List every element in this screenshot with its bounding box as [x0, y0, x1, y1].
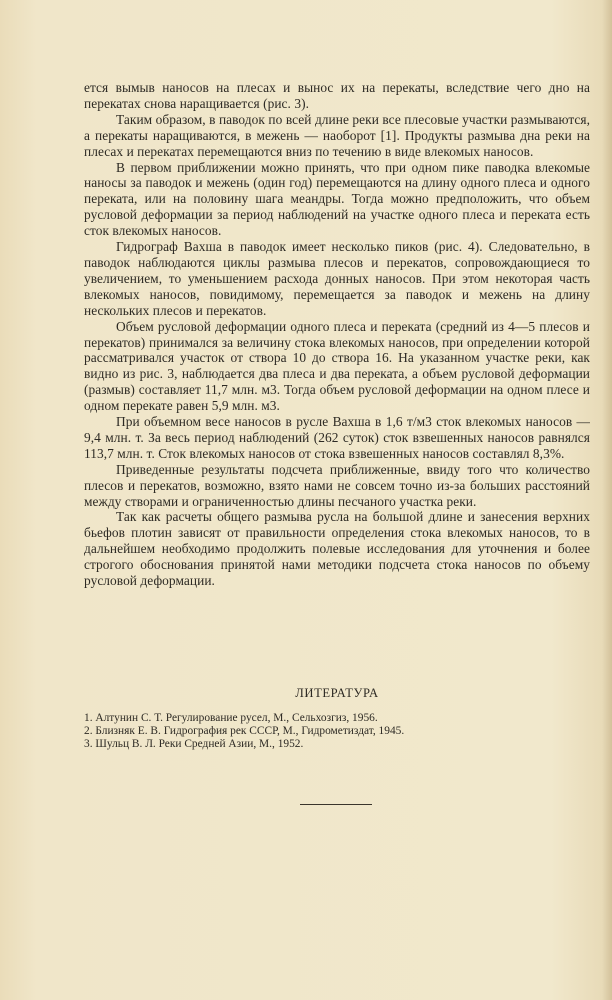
references-heading: ЛИТЕРАТУРА	[295, 686, 379, 700]
reference-item: 1. Алтунин С. Т. Регулирование русел, М., Сельхозгиз, 1956.	[84, 712, 378, 724]
reference-item: 3. Шульц В. Л. Реки Средней Азии, М., 1952.	[84, 738, 304, 751]
paragraph-3: В первом приближении можно принять, что при одном пике паводка влекомые наносы за паводок и межень (один год) перемещаются на длину одного плеса и одного переката, или на половину шага меандры. Тогда можно предположить, что объем русловой деформации за период наблюдений на участке одного плеса и переката есть сток влекомых наносов.	[84, 159, 590, 239]
paragraph-6: При объемном весе наносов в русле Вахша в 1,6 т/м3 сток влекомых наносов — 9,4 млн. т. За весь период наблюдений (262 суток) сток взвешенных наносов равнялся 113,7 млн. т. Сток влекомых наносов от стока взвешенных наносов составлял 8,3%.	[84, 414, 590, 461]
paragraph-8: Так как расчеты общего размыва русла на большой длине и занесения верхних бьефов плотин зависят от правильности определения стока влекомых наносов, то в дальнейшем необходимо продолжить полевые исследования для уточнения и более строгого обоснования принятой нами методики подсчета стока наносов по объему русловой деформации.	[84, 509, 590, 589]
paragraph-7: Приведенные результаты подсчета приближенные, ввиду того что количество плесов и перекатов, возможно, взято нами не совсем точно из-за больших расстояний между створами и ограниченностью длины песчаного участка реки.	[84, 461, 590, 509]
paragraph-4: Гидрограф Вахша в паводок имеет несколько пиков (рис. 4). Следовательно, в паводок наблюдаются циклы размыва плесов и перекатов, сопровождающиеся то увеличением, то уменьшением расхода донных наносов. При этом некоторая часть влекомых наносов, повидимому, перемещается за паводок и межень на длину нескольких плесов и перекатов.	[84, 239, 590, 318]
paragraph-2: Таким образом, в паводок по всей длине реки все плесовые участки размываются, а перекаты наращиваются, в межень — наоборот [1]. Продукты размыва дна реки на плесах и перекатах перемещаются вниз по течению в виде влекомых наносов.	[84, 111, 590, 159]
page-edge-shadow	[602, 0, 612, 1000]
end-divider-line	[300, 804, 372, 805]
references-list	[84, 712, 590, 752]
paragraph-5: Объем русловой деформации одного плеса и переката (средний из 4—5 плесов и перекатов) принимался за величину стока влекомых наносов, при определении которой рассматривался участок от створа 10 до створа 16. На указанном участке реки, как видно из рис. 3, наблюдается два плеса и два переката, а объем русловой деформации (размыв) составляет 11,7 млн. м3. Тогда объем русловой деформации на одном плесе и одном перекате равен 5,9 млн. м3.	[84, 318, 590, 414]
body-text	[84, 80, 590, 589]
reference-item: 2. Близняк Е. В. Гидрография рек СССР, М., Гидрометиздат, 1945.	[84, 725, 405, 738]
paragraph-1: ется вымыв наносов на плесах и вынос их на перекаты, вследствие чего дно на перекатах снова наращивается (рис. 3).	[84, 80, 590, 111]
